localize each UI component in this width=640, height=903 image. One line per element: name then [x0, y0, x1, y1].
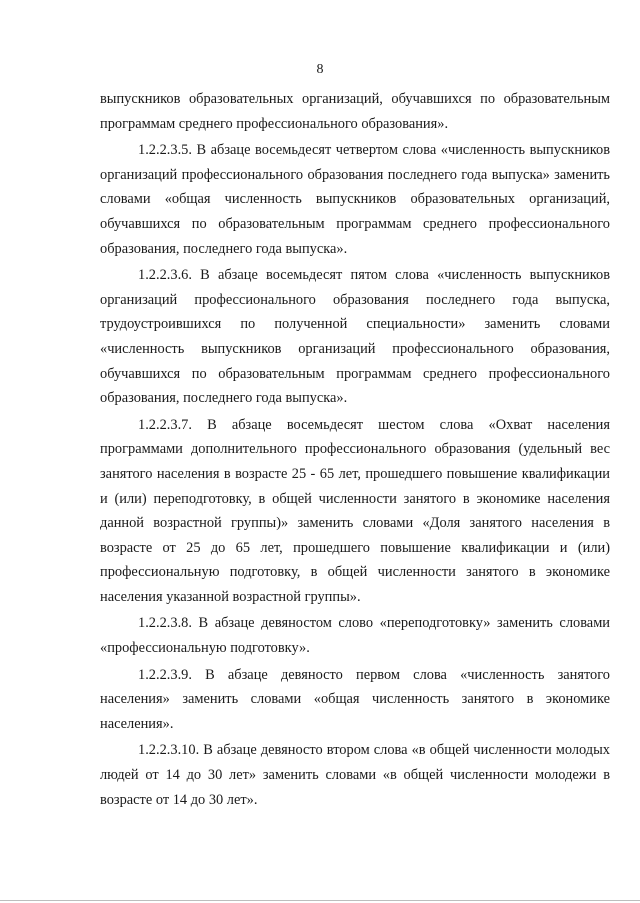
- paragraph-1-2-2-3-6: 1.2.2.3.6. В абзаце восемьдесят пятом слова «численность выпускников организаций профессионального образования последнего года выпуска, трудоустроившихся по полученной специальности» заменить словами «численность выпускников организаций профессионального образования, обучавшихся по образовательным программам среднего профессионального образования, последнего года выпуска».: [100, 267, 610, 407]
- document-body: [100, 87, 610, 814]
- paragraph-continuation: выпускников образовательных организаций, обучавшихся по образовательным программам среднего профессионального образования».: [100, 91, 610, 132]
- paragraph-1-2-2-3-8: 1.2.2.3.8. В абзаце девяностом слово «переподготовку» заменить словами «профессиональную подготовку».: [100, 615, 610, 657]
- page-number: 8: [316, 62, 324, 77]
- scan-edge-line: [0, 900, 640, 901]
- paragraph-1-2-2-3-5: 1.2.2.3.5. В абзаце восемьдесят четвертом слова «численность выпускников организаций профессионального образования последнего года выпуска» заменить словами «общая численность выпускников образовательных организаций, обучавшихся по образовательным программам среднего профессионального образования, последнего года выпуска».: [100, 142, 610, 257]
- paragraph-1-2-2-3-10: 1.2.2.3.10. В абзаце девяносто втором слова «в общей численности молодых людей от 14 до 30 лет» заменить словами «в общей численности молодежи в возрасте от 14 до 30 лет».: [100, 742, 610, 808]
- paragraph-1-2-2-3-7: 1.2.2.3.7. В абзаце восемьдесят шестом слова «Охват населения программами дополнительного профессионального образования (удельный вес занятого населения в возрасте 25 - 65 лет, прошедшего повышение квалификации и (или) переподготовку, в общей численности занятого в экономике населения данной возрастной группы)» заменить словами «Доля занятого населения в возрасте от 25 до 65 лет, прошедшего повышение квалификации и (или) профессиональную подготовку, в общей численности занятого в экономике населения указанной возрастной группы».: [100, 416, 610, 605]
- paragraph-1-2-2-3-9: 1.2.2.3.9. В абзаце девяносто первом слова «численность занятого населения» заменить словами «общая численность занятого в экономике населения».: [100, 666, 610, 732]
